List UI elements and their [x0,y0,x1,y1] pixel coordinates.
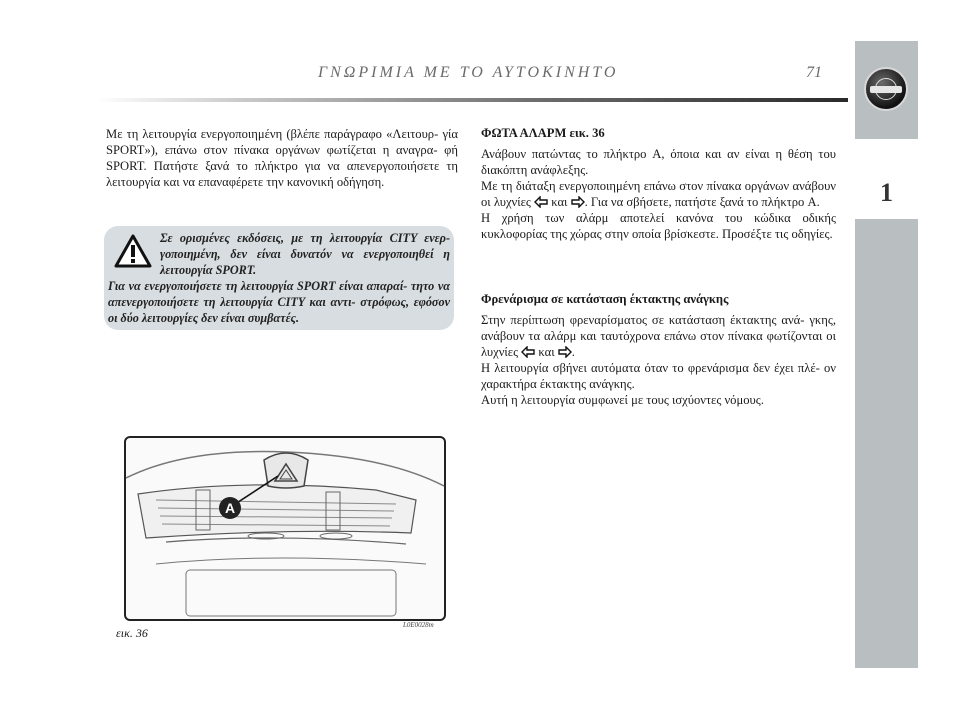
left-turn-arrow-icon [521,346,535,358]
braking-paragraph [481,312,836,408]
warning-note-line2: Για να ενεργοποιήσετε τη λειτουργία SPORT είναι απαραί- τητο να απενεργοποιήσετε τη λειτουργία CITY και αντι- στρόφως, εφόσον οι δύο λειτουργίες δεν είναι συμβατές. [108,279,450,325]
left-turn-arrow-icon [534,196,548,208]
hazard-and: και [551,195,568,209]
braking-p1b: . [571,345,575,359]
hazard-paragraph [481,146,836,242]
hazard-p1: Ανάβουν πατώντας το πλήκτρο A, όποια και αν είναι η θέση του διακόπτη ανάφλεξης. [481,147,836,177]
warning-note [104,226,454,330]
dashboard-drawing [126,438,444,619]
right-turn-arrow-icon [571,196,585,208]
page-number: 71 [806,64,822,81]
intro-paragraph: Με τη λειτουργία ενεργοποιημένη (βλέπε παράγραφο «Λειτουρ- γία SPORT»), επάνω στον πίνακα οργάνων φωτίζεται η αναγρα- φή SPORT. Πατήστε ξανά το πλήκτρο για να απενεργοποιήσετε τη λειτουργία και να επαναφέρετε την κανονική οδήγηση. [106,127,458,189]
hazard-p2a: Με τη διάταξη ενεργοποιημένη επάνω στον πίνακα οργάνων ανάβουν οι λυχνίες [481,179,836,209]
figure-label-a: A [224,500,236,516]
braking-and: και [538,345,555,359]
header-rule [96,98,848,102]
hazard-p3: Η χρήση των αλάρμ αποτελεί κανόνα του κώδικα οδικής κυκλοφορίας της χώρας στην οποία βρίσκεστε. Προσέξτε τις οδηγίες. [481,211,836,241]
hazard-heading: ΦΩΤΑ ΑΛΑΡΜ εικ. 36 [481,126,605,140]
lancia-logo-icon [864,67,908,111]
hazard-p2b: . Για να σβήσετε, πατήστε ξανά το πλήκτρο A. [584,195,820,209]
warning-note-line1: Σε ορισμένες εκδόσεις, με τη λειτουργία CITY ενερ- γοποιημένη, δεν είναι δυνατόν να ενεργοποιηθεί η λειτουργία SPORT. [160,231,450,277]
figure-code: L0E0028m [403,621,434,629]
right-turn-arrow-icon [558,346,572,358]
braking-p3: Αυτή η λειτουργία συμφωνεί με τους ισχύοντες νόμους. [481,393,764,407]
braking-p1a: Στην περίπτωση φρεναρίσματος σε κατάσταση έκτακτης ανά- γκης, ανάβουν τα αλάρμ και ταυτόχρονα επάνω στον πίνακα φωτίζονται οι λυχνίες [481,313,836,359]
braking-heading: Φρενάρισμα σε κατάσταση έκτακτης ανάγκης [481,292,729,306]
figure-illustration [124,436,446,621]
chapter-sidebar [855,41,918,668]
braking-p2: Η λειτουργία σβήνει αυτόματα όταν το φρενάρισμα δεν έχει πλέ- ον χαρακτήρα έκτακτης ανάγκης. [481,361,836,391]
chapter-number: 1 [880,178,893,207]
page-header-title: ΓΝΩΡΙΜΙΑ ΜΕ ΤΟ ΑΥΤΟΚΙΝΗΤΟ [318,64,619,81]
figure-caption: εικ. 36 [116,626,148,640]
